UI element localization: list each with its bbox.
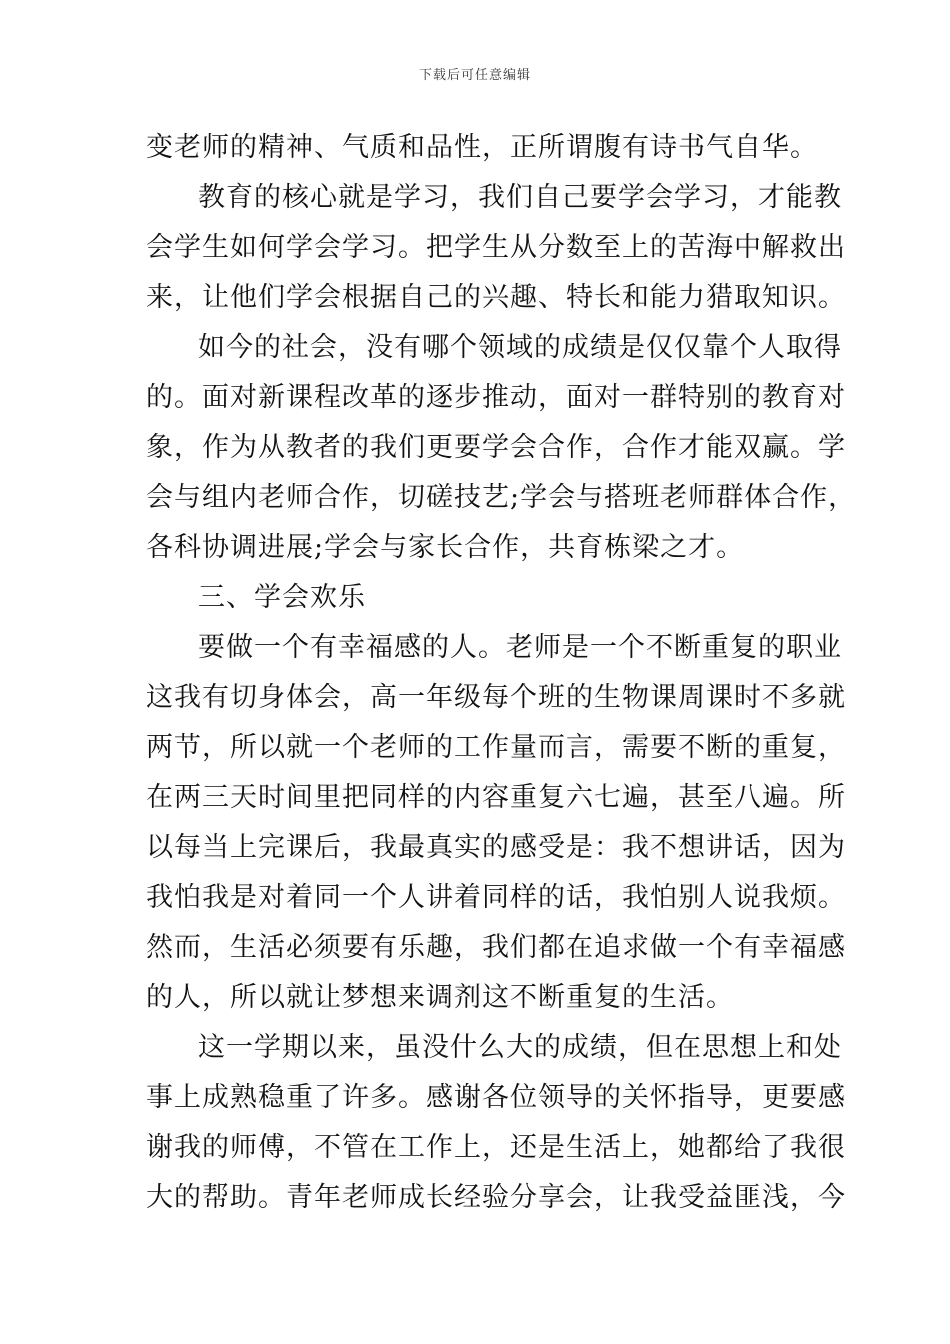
text-line: 教育的核心就是学习，我们自己要学会学习，才能教 [198, 182, 842, 213]
text-line: 会与组内老师合作，切磋技艺;学会与搭班老师群体合作， [146, 482, 857, 513]
text-line: 我怕我是对着同一个人讲着同样的话，我怕别人说我烦。 [146, 882, 846, 913]
section-heading: 三、学会欢乐 [198, 582, 366, 613]
text-line: 的。面对新课程改革的逐步推动，面对一群特别的教育对 [146, 382, 846, 413]
text-line: 的人，所以就让梦想来调剂这不断重复的生活。 [146, 982, 734, 1013]
text-line: 要做一个有幸福感的人。老师是一个不断重复的职业 [198, 632, 842, 663]
text-line: 如今的社会，没有哪个领域的成绩是仅仅靠个人取得 [198, 332, 842, 363]
text-line: 大的帮助。青年老师成长经验分享会，让我受益匪浅，今 [146, 1182, 846, 1213]
text-line: 谢我的师傅，不管在工作上，还是生活上，她都给了我很 [146, 1132, 846, 1163]
text-line: 会学生如何学会学习。把学生从分数至上的苦海中解救出 [146, 232, 846, 263]
text-line: 这我有切身体会，高一年级每个班的生物课周课时不多就 [146, 682, 846, 713]
text-line: 然而，生活必须要有乐趣，我们都在追求做一个有幸福感 [146, 932, 846, 963]
page-header: 下载后可任意编辑 [418, 68, 531, 83]
text-line: 两节，所以就一个老师的工作量而言，需要不断的重复， [146, 732, 846, 763]
text-line: 事上成熟稳重了许多。感谢各位领导的关怀指导，更要感 [146, 1082, 846, 1113]
text-line: 来，让他们学会根据自己的兴趣、特长和能力猎取知识。 [146, 282, 846, 313]
text-line: 在两三天时间里把同样的内容重复六七遍，甚至八遍。所 [146, 782, 846, 813]
text-line: 变老师的精神、气质和品性，正所谓腹有诗书气自华。 [146, 132, 818, 163]
text-line: 这一学期以来，虽没什么大的成绩，但在思想上和处 [198, 1032, 842, 1063]
text-line: 象，作为从教者的我们更要学会合作，合作才能双赢。学 [146, 432, 846, 463]
text-line: 各科协调进展;学会与家长合作，共育栋梁之才。 [146, 532, 745, 563]
text-line: 以每当上完课后，我最真实的感受是：我不想讲话，因为 [146, 832, 846, 863]
